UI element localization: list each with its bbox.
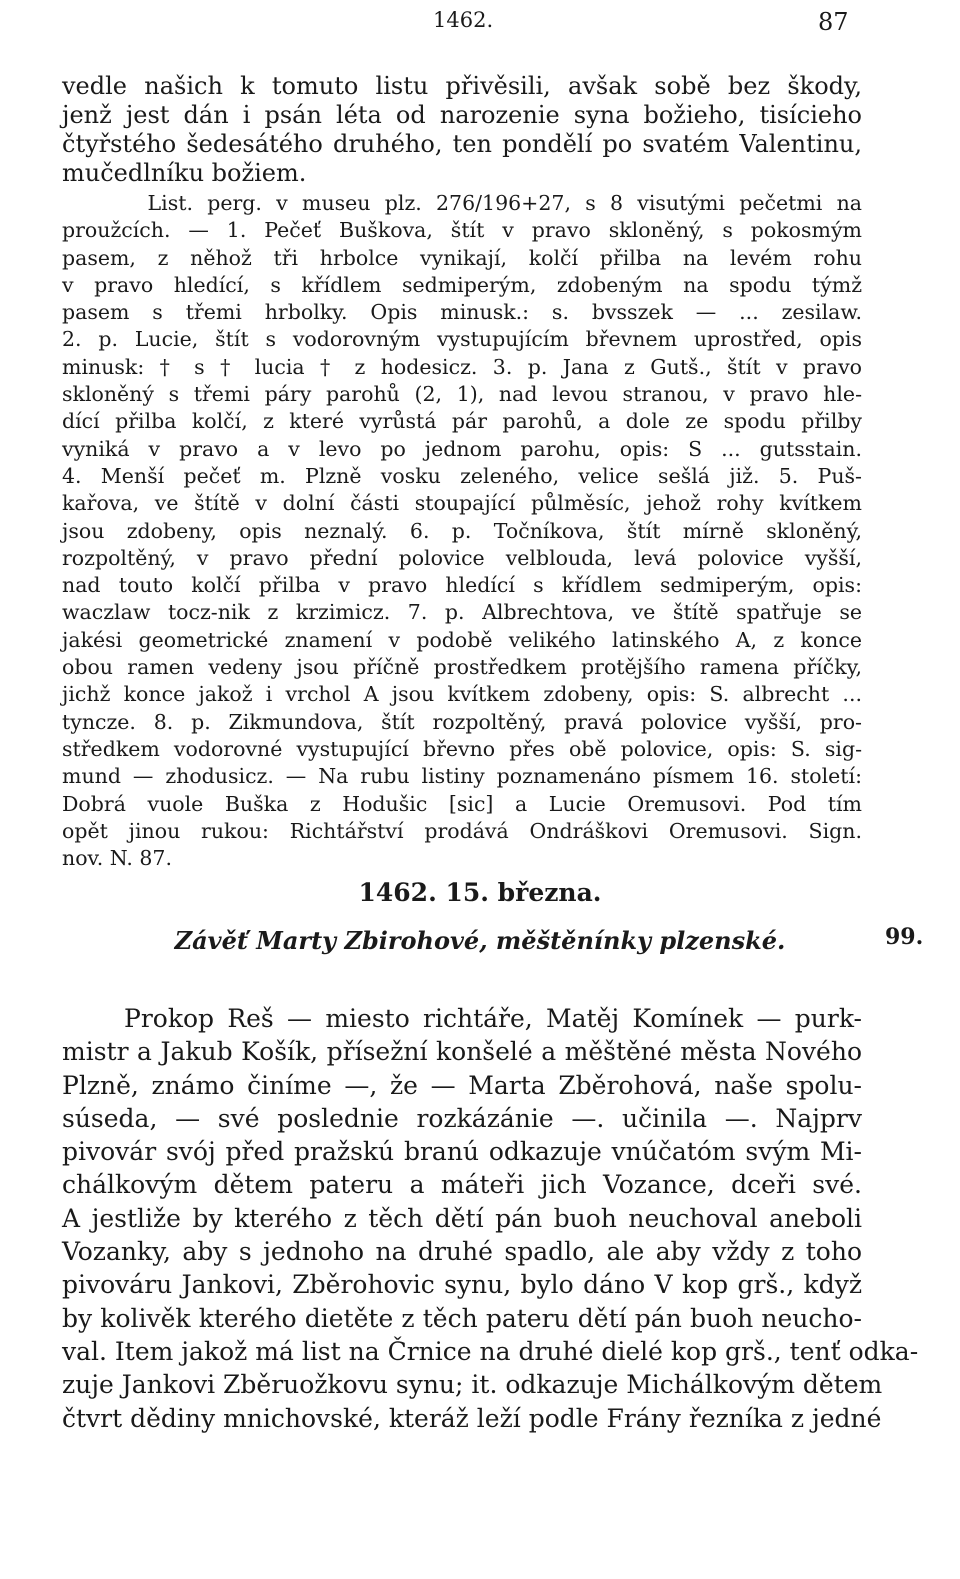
date-heading: 1462. 15. března.	[358, 878, 602, 907]
note-line: List. perg. v museu plz. 276/196+27, s 8 visutými pečetmi na	[62, 191, 862, 215]
note-line: minusk: † s † lucia † z hodesicz. 3. p. Jana z Gutš., štít v pravo	[62, 354, 862, 379]
note-line: 4. Menší pečeť m. Plzně vosku zeleného, velice sešlá již. 5. Puš-	[62, 463, 862, 488]
note-line: jakési geometrické znamení v podobě velikého latinského A, z konce	[62, 627, 862, 652]
note-line: nad touto kolčí přilba v pravo hledící s křídlem sedmiperým, opis:	[62, 573, 862, 598]
note-line: nov. N. 87.	[62, 846, 172, 871]
header-year: 1462.	[433, 8, 494, 32]
body-line: súseda, — své poslednie rozkázánie —. učinila —. Najprv	[62, 1103, 862, 1133]
notes-paragraph	[62, 190, 862, 872]
note-line: proužcích. — 1. Pečeť Buškova, štít v pravo skloněný, s pokosmým	[62, 218, 862, 243]
document-number: 99.	[885, 924, 924, 950]
body-line: chálkovým dětem pateru a máteři jich Vozance, dceři své.	[62, 1170, 862, 1200]
body-line: A jestliže by kterého z těch dětí pán buoh neuchoval aneboli	[62, 1203, 862, 1233]
body-line: zuje Jankovi Zběruožkovu synu; it. odkazuje Michálkovým dětem	[62, 1370, 883, 1400]
note-line: pasem s třemi hrbolky. Opis minusk.: s. bvsszek — ... zesilaw.	[62, 300, 862, 325]
text-line: vedle našich k tomuto listu přivěsili, avšak sobě bez škody,	[62, 72, 862, 100]
text-line: čtyřstého šedesátého druhého, ten pondělí po svatém Valentinu,	[62, 130, 862, 158]
body-line: Vozanky, aby s jednoho na druhé spadlo, ale aby vždy z toho	[62, 1237, 862, 1267]
text-line: mučedlníku božiem.	[62, 159, 307, 187]
note-line: dící přilba kolčí, z které vyrůstá pár parohů, a dole ze spodu přilby	[62, 409, 862, 434]
intro-paragraph	[62, 72, 862, 188]
document-title: Závěť Marty Zbirohové, měštěnínky plzenské.	[174, 926, 786, 955]
note-line: skloněný s třemi páry parohů (2, 1), nad levou stranou, v pravo hle-	[62, 382, 862, 407]
note-line: pasem, z něhož tři hrbolce vynikají, kolčí přilba na levém rohu	[62, 245, 862, 270]
note-line: středkem vodorovné vystupující břevno přes obě polovice, opis: S. sig-	[62, 736, 862, 761]
note-line: rozpoltěný, v pravo přední polovice velblouda, levá polovice vyšší,	[62, 545, 862, 570]
body-line: mistr a Jakub Košík, přísežní konšelé a měštěné města Nového	[62, 1037, 862, 1067]
body-line: val. Item jakož má list na Črnice na druhé dielé kop grš., tenť odka-	[62, 1336, 919, 1366]
body-line: Plzně, známo činíme —, že — Marta Zběrohová, naše spolu-	[62, 1070, 862, 1100]
note-line: mund — zhodusicz. — Na rubu listiny poznamenáno písmem 16. století:	[62, 764, 862, 789]
note-line: jichž konce jakož i vrchol A jsou kvítkem zdobeny, opis: S. albrecht ...	[62, 682, 862, 707]
body-line: pivováru Jankovi, Zběrohovic synu, bylo dáno V kop grš., když	[62, 1270, 862, 1300]
body-line: by kolivěk kterého dietěte z těch pateru dětí pán buoh neucho-	[62, 1303, 862, 1333]
note-line: jsou zdobeny, opis neznalý. 6. p. Točníkova, štít mírně skloněný,	[62, 518, 862, 543]
note-line: Dobrá vuole Buška z Hodušic [sic] a Lucie Oremusovi. Pod tím	[62, 791, 862, 816]
note-line: tyncze. 8. p. Zikmundova, štít rozpoltěný, pravá polovice vyšší, pro-	[62, 709, 862, 734]
note-line: obou ramen vedeny jsou příčně prostředkem protějšího ramena příčky,	[62, 655, 862, 680]
body-line: čtvrt dědiny mnichovské, kteráž leží podle Frány řezníka z jedné	[62, 1403, 882, 1433]
note-line: kařova, ve štítě v dolní části stoupající půlměsíc, jehož rohy kvítkem	[62, 491, 862, 516]
body-paragraph	[62, 1002, 919, 1435]
note-line: 2. p. Lucie, štít s vodorovným vystupujícím břevnem uprostřed, opis	[62, 327, 862, 352]
note-line: waczlaw tocz-nik z krzimicz. 7. p. Albrechtova, ve štítě spatřuje se	[62, 600, 862, 625]
note-line: v pravo hledící, s křídlem sedmiperým, zdobeným na spodu týmž	[62, 272, 862, 297]
text-line: jenž jest dán i psán léta od narozenie syna božieho, tisícieho	[62, 101, 862, 129]
page-number: 87	[818, 8, 849, 36]
body-line: Prokop Reš — miesto richtáře, Matěj Komínek — purk-	[124, 1004, 862, 1033]
note-line: vyniká v pravo a v levo po jednom parohu, opis: S ... gutsstain.	[62, 436, 862, 461]
note-line: opět jinou rukou: Richtářství prodává Ondráškovi Oremusovi. Sign.	[62, 818, 862, 843]
body-line: pivovár svój před pražskú branú odkazuje vnúčatóm svým Mi-	[62, 1137, 862, 1167]
